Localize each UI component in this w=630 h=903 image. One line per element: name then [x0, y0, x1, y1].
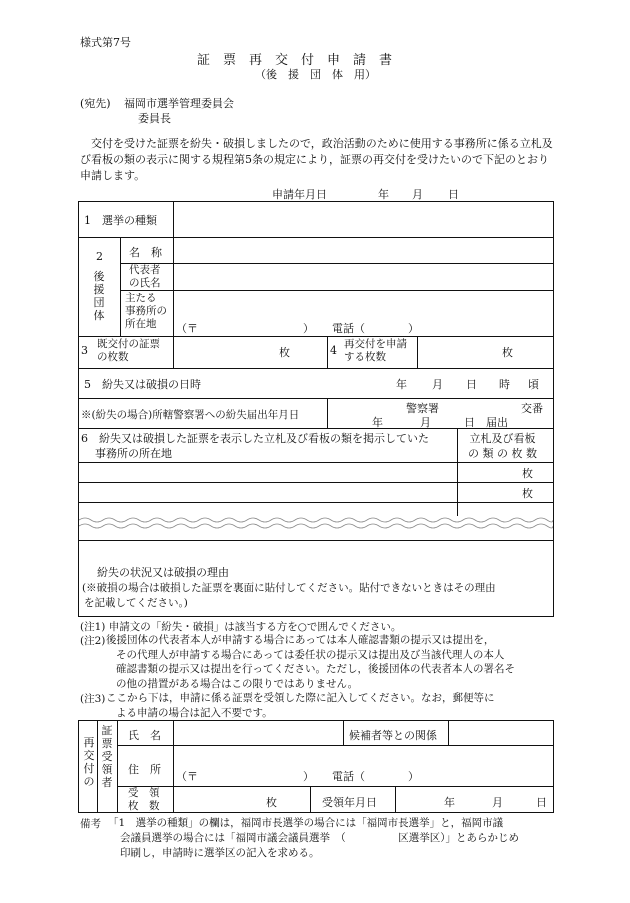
- date-year-unit: 年: [378, 188, 389, 201]
- office-phone-label: 電話（: [332, 322, 365, 335]
- issued-count-label: 既交付の証票 の枚数: [97, 338, 160, 363]
- reason-label: 紛失の状況又は破損の理由: [97, 566, 229, 579]
- sign-count-unit-2: 枚: [522, 487, 533, 500]
- relation-label: 候補者等との関係: [349, 729, 437, 742]
- reason-note-1: (※破損の場合は破損した証票を裏面に貼付してください。貼付できないときはその理由: [82, 582, 496, 594]
- note-3-head: (注3): [80, 693, 106, 705]
- reissue-count-unit: 枚: [502, 346, 513, 359]
- received-day-unit: 日: [536, 796, 547, 809]
- loss-month-unit: 月: [432, 378, 443, 391]
- receipt-vertical-outer: 再交付の: [83, 736, 95, 788]
- loss-hour-unit: 時: [499, 378, 510, 391]
- loss-datetime-label: 5 紛失又は破損の日時: [84, 378, 201, 391]
- election-type-label: 1 選挙の種類: [84, 214, 157, 227]
- received-count-label: 受 領 枚 数: [128, 787, 160, 812]
- addressee-title: 委員長: [138, 112, 171, 125]
- representative-name-label: 代表者 の氏名: [129, 264, 161, 289]
- representative-name-field[interactable]: [176, 265, 552, 288]
- office-address-label: 主たる 事務所の 所在地: [125, 292, 167, 330]
- received-count-unit: 枚: [266, 796, 277, 809]
- koban-unit: 交番: [521, 402, 543, 415]
- row-3-number: 3: [81, 344, 88, 357]
- intro-text: 交付を受けた証票を紛失・破損しましたので，政治活動のために使用する事務所に係る立札及び看板の類の表示に関する規程第5条の規定により，証票の再交付を受けたいので下記のとおり申請します。: [80, 137, 553, 182]
- table-break-mark: [79, 516, 553, 530]
- note-2: 後援団体の代表者本人が申請する場合にあっては本人確認書類の提示又は提出を， その代理人が申請する場合にあっては委任状の提示又は提出及び当該代理人の本人 確認書類の提示又は提出を行ってください。ただし，後援団体の代表者本人の署名そ の他の措置がある場合はこの限りではありません。: [106, 634, 515, 690]
- note-2-head: (注2): [80, 635, 106, 647]
- form-subtitle: （後 援 団 体 用）: [255, 68, 376, 81]
- receiver-phone-close: ）: [408, 770, 419, 783]
- sign-count-header: 立札及び看板 の 類 の 枚 数: [468, 432, 537, 460]
- received-date-label: 受領年月日: [322, 796, 377, 809]
- receiver-name-label: 氏 名: [128, 729, 161, 742]
- group-name-label: 名 称: [129, 246, 162, 259]
- row-4-number: 4: [330, 344, 337, 357]
- receiver-name-field[interactable]: [176, 722, 341, 743]
- application-date-label: 申請年月日: [272, 188, 327, 201]
- addressee-name: 福岡市選挙管理委員会: [124, 97, 234, 110]
- report-month-unit: 月: [420, 416, 431, 429]
- loss-year-unit: 年: [396, 378, 407, 391]
- receiver-phone-label: 電話（: [332, 770, 365, 783]
- office-postal-label: （〒: [176, 322, 198, 335]
- date-month-unit: 月: [412, 188, 423, 201]
- form-number: 様式第7号: [80, 36, 131, 49]
- report-year-unit: 年: [372, 416, 383, 429]
- election-type-field[interactable]: [176, 203, 552, 235]
- reissue-count-label: 再交付を申請 する枚数: [344, 338, 407, 363]
- loss-time-suffix: 頃: [528, 378, 539, 391]
- received-month-unit: 月: [492, 796, 503, 809]
- office-postal-close: ）: [303, 322, 314, 335]
- group-name-field[interactable]: [176, 239, 552, 261]
- reason-note-2: を記載してください。): [84, 597, 188, 609]
- receiver-postal-close: ）: [303, 770, 314, 783]
- form-title: 証 票 再 交 付 申 請 書: [197, 53, 393, 68]
- row-2-number: 2: [96, 250, 103, 263]
- receiver-postal-label: （〒: [176, 770, 198, 783]
- addressee-label: (宛先): [80, 97, 111, 110]
- note-1: (注1) 申請文の「紛失・破損」は該当する方を○で囲んでください。: [80, 621, 402, 633]
- receipt-vertical-inner: 証票受領者: [101, 724, 113, 789]
- police-station-unit: 警察署: [406, 402, 439, 415]
- police-report-label: ※(紛失の場合)所轄警察署への紛失届出年月日: [81, 409, 300, 421]
- note-3: ここから下は，申請に係る証票を受領した際に記入してください。なお，郵便等に よる申請の場合は記入不要です。: [106, 692, 495, 719]
- report-day-unit: 日 届出: [464, 416, 508, 429]
- date-day-unit: 日: [448, 188, 459, 201]
- remarks-text: 「1 選挙の種類」の欄は，福岡市長選挙の場合には「福岡市長選挙」と，福岡市議 会議員選挙の場合には「福岡市議会議員選挙 （ 区選挙区）」とあらかじめ 印刷し，申請時に選挙区の記入を求める。: [108, 817, 519, 859]
- remarks-head: 備考: [80, 818, 101, 830]
- issued-count-unit: 枚: [279, 346, 290, 359]
- received-year-unit: 年: [444, 796, 455, 809]
- office-location-label: 6 紛失又は破損した証票を表示した立札及び看板の類を掲示していた 事務所の所在地: [81, 432, 429, 460]
- sign-count-unit-1: 枚: [522, 467, 533, 480]
- relation-field[interactable]: [451, 722, 551, 743]
- loss-day-unit: 日: [466, 378, 477, 391]
- office-phone-close: ）: [408, 322, 419, 335]
- supporter-group-vertical-label: 後援団体: [93, 270, 105, 322]
- receiver-address-label: 住 所: [128, 763, 161, 776]
